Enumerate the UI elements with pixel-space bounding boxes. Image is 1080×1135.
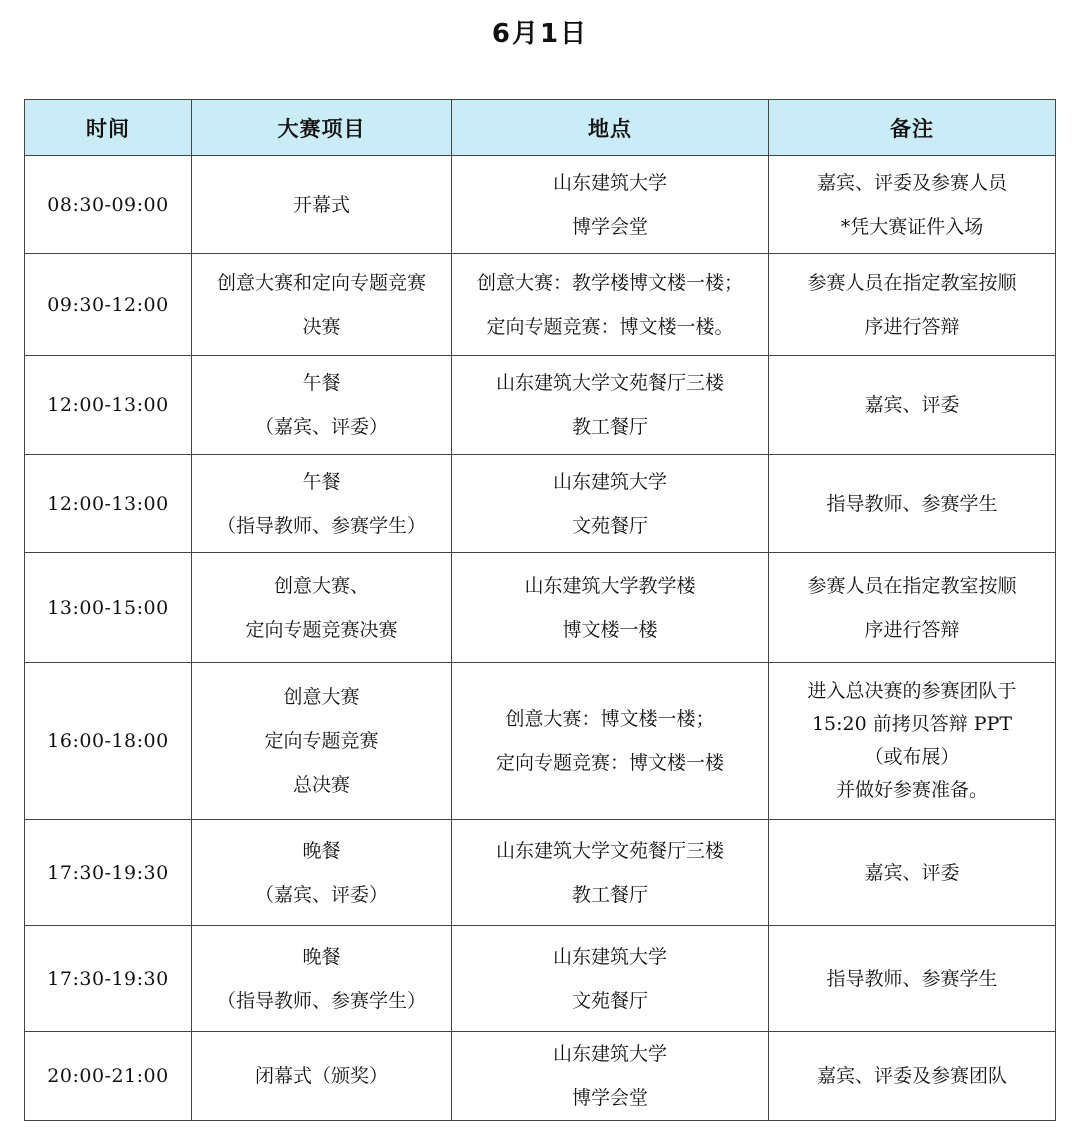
table-body	[25, 156, 1056, 1121]
event-line: 创意大赛	[283, 686, 360, 708]
note-cell	[769, 254, 1056, 356]
table-row	[25, 254, 1056, 356]
note-line: 参赛人员在指定教室按顺	[807, 271, 1017, 294]
event-line: （嘉宾、评委）	[254, 883, 388, 906]
header-note: 备注	[769, 100, 1056, 156]
note-line: 并做好参赛准备。	[835, 779, 988, 801]
place-line: 博文楼一楼	[562, 618, 658, 641]
place-line: 创意大赛：博文楼一楼；	[505, 708, 715, 730]
time-cell: 20:00-21:00	[25, 1032, 192, 1121]
event-cell	[192, 1032, 452, 1121]
header-row	[25, 100, 1056, 156]
note-cell	[769, 156, 1056, 254]
note-line: 嘉宾、评委	[864, 394, 960, 416]
note-cell	[769, 663, 1056, 820]
note-line: 序进行答辩	[864, 315, 960, 338]
note-line: 嘉宾、评委及参赛人员	[816, 171, 1007, 194]
event-line: 午餐	[302, 470, 341, 493]
event-line: （指导教师、参赛学生）	[216, 989, 426, 1012]
note-cell	[769, 820, 1056, 926]
table-row	[25, 156, 1056, 254]
note-line: *凭大赛证件入场	[840, 215, 984, 238]
event-cell	[192, 156, 452, 254]
place-cell	[452, 553, 769, 663]
time-cell: 16:00-18:00	[25, 663, 192, 820]
note-cell	[769, 553, 1056, 663]
event-line: 晚餐	[302, 839, 341, 862]
time-cell: 12:00-13:00	[25, 455, 192, 553]
note-line: 指导教师、参赛学生	[826, 492, 998, 515]
table-header	[25, 100, 1056, 156]
event-cell	[192, 926, 452, 1032]
place-line: 创意大赛：教学楼博文楼一楼；	[476, 271, 743, 294]
time-cell: 09:30-12:00	[25, 254, 192, 356]
event-cell	[192, 663, 452, 820]
table-row	[25, 663, 1056, 820]
table-row	[25, 455, 1056, 553]
event-line: 定向专题竞赛决赛	[245, 618, 398, 641]
place-line: 山东建筑大学	[552, 945, 667, 968]
event-cell	[192, 820, 452, 926]
place-cell	[452, 663, 769, 820]
place-cell	[452, 254, 769, 356]
header-place: 地点	[452, 100, 769, 156]
note-line: 嘉宾、评委	[864, 861, 960, 884]
place-line: 山东建筑大学教学楼	[524, 574, 696, 597]
note-line: 嘉宾、评委及参赛团队	[816, 1065, 1007, 1087]
event-cell	[192, 356, 452, 455]
time-cell: 17:30-19:30	[25, 820, 192, 926]
event-cell	[192, 455, 452, 553]
event-line: 创意大赛、	[273, 574, 369, 597]
header-time: 时间	[25, 100, 192, 156]
note-line: 进入总决赛的参赛团队于	[807, 680, 1017, 702]
place-line: 博学会堂	[571, 215, 648, 238]
note-cell	[769, 455, 1056, 553]
place-line: 教工餐厅	[571, 416, 648, 438]
event-line: 定向专题竞赛	[264, 730, 379, 752]
time-cell: 12:00-13:00	[25, 356, 192, 455]
place-line: 定向专题竞赛：博文楼一楼。	[486, 315, 734, 338]
time-cell: 08:30-09:00	[25, 156, 192, 254]
page-title: 6月1日	[491, 19, 589, 49]
place-cell	[452, 926, 769, 1032]
event-line: 午餐	[302, 372, 341, 394]
table-row	[25, 926, 1056, 1032]
place-line: 文苑餐厅	[571, 989, 648, 1012]
event-cell	[192, 254, 452, 356]
place-line: 山东建筑大学	[552, 470, 667, 493]
note-line: （或布展）	[864, 746, 960, 768]
place-line: 教工餐厅	[571, 883, 648, 906]
time-cell: 17:30-19:30	[25, 926, 192, 1032]
note-line: 序进行答辩	[864, 618, 960, 641]
header-event: 大赛项目	[192, 100, 452, 156]
event-line: 开幕式	[292, 193, 350, 216]
event-line: 决赛	[302, 315, 341, 338]
table-row	[25, 356, 1056, 455]
event-line: 总决赛	[292, 774, 350, 796]
place-line: 山东建筑大学	[552, 171, 667, 194]
event-line: （嘉宾、评委）	[254, 416, 388, 438]
event-line: 晚餐	[302, 945, 341, 968]
note-cell	[769, 1032, 1056, 1121]
place-line: 博学会堂	[571, 1087, 648, 1109]
note-line: 15:20 前拷贝答辩 PPT	[811, 713, 1013, 735]
schedule-table	[24, 99, 1056, 1121]
place-line: 定向专题竞赛：博文楼一楼	[495, 752, 724, 774]
table-row	[25, 820, 1056, 926]
place-line: 山东建筑大学文苑餐厅三楼	[495, 839, 724, 862]
place-cell	[452, 820, 769, 926]
event-line: 创意大赛和定向专题竞赛	[216, 271, 426, 294]
note-line: 参赛人员在指定教室按顺	[807, 574, 1017, 597]
event-line: （指导教师、参赛学生）	[216, 514, 426, 537]
event-line: 闭幕式（颁奖）	[254, 1065, 388, 1087]
place-line: 山东建筑大学	[552, 1043, 667, 1065]
note-cell	[769, 926, 1056, 1032]
note-cell	[769, 356, 1056, 455]
place-line: 文苑餐厅	[571, 514, 648, 537]
place-line: 山东建筑大学文苑餐厅三楼	[495, 372, 724, 394]
note-line: 指导教师、参赛学生	[826, 967, 998, 990]
place-cell	[452, 1032, 769, 1121]
place-cell	[452, 455, 769, 553]
event-cell	[192, 553, 452, 663]
place-cell	[452, 356, 769, 455]
table-row	[25, 1032, 1056, 1121]
time-cell: 13:00-15:00	[25, 553, 192, 663]
table-row	[25, 553, 1056, 663]
place-cell	[452, 156, 769, 254]
